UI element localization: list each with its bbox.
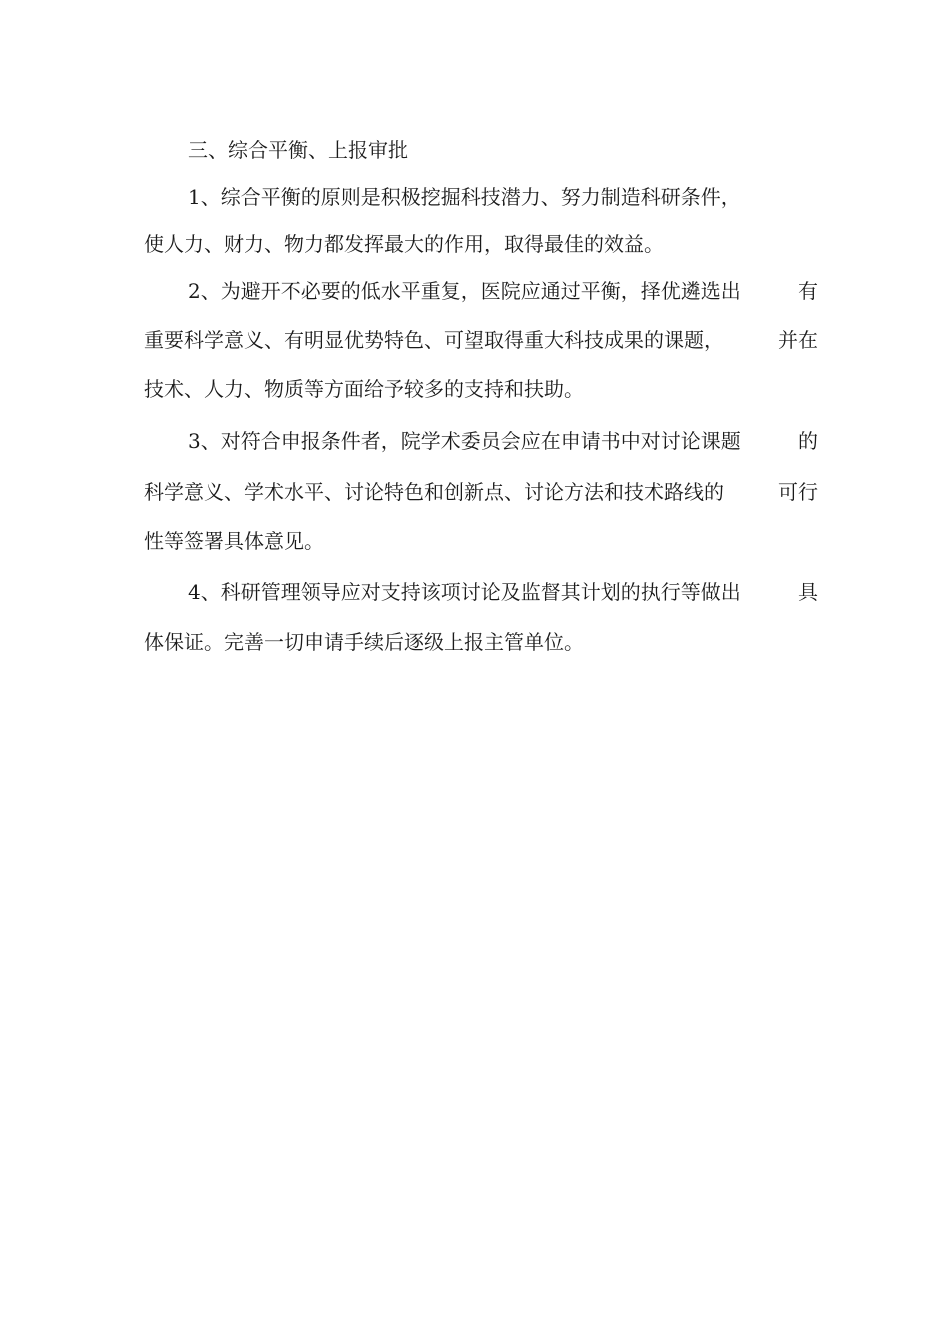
paragraph-2-line-1-end: 有 — [798, 279, 818, 303]
paragraph-3-line-2 — [144, 476, 818, 505]
section-heading: 三、综合平衡、上报审批 — [188, 138, 408, 162]
paragraph-2-line-1 — [188, 275, 818, 304]
paragraph-4-line-2: 体保证。完善一切申请手续后逐级上报主管单位。 — [144, 630, 584, 654]
paragraph-3-line-1 — [188, 425, 818, 454]
paragraph-2-line-2 — [144, 324, 818, 353]
paragraph-4-line-1-end: 具 — [798, 580, 818, 604]
paragraph-2-line-2-end: 并在 — [778, 328, 818, 352]
paragraph-1-line-1: 1、综合平衡的原则是积极挖掘科技潜力、努力制造科研条件， — [188, 185, 741, 209]
paragraph-3-line-1-end: 的 — [798, 429, 818, 453]
paragraph-4-line-1 — [188, 576, 818, 605]
paragraph-1-line-2: 使人力、财力、物力都发挥最大的作用，取得最佳的效益。 — [144, 232, 664, 256]
paragraph-3-line-2-end: 可行 — [778, 480, 818, 504]
paragraph-4-line-1-text: 4、科研管理领导应对支持该项讨论及监督其计划的执行等做出 — [188, 580, 741, 604]
paragraph-2-line-3: 技术、人力、物质等方面给予较多的支持和扶助。 — [144, 377, 584, 401]
paragraph-2-line-2-text: 重要科学意义、有明显优势特色、可望取得重大科技成果的课题， — [144, 328, 724, 352]
paragraph-3-line-1-text: 3、对符合申报条件者，院学术委员会应在申请书中对讨论课题 — [188, 429, 741, 453]
paragraph-3-line-3: 性等签署具体意见。 — [144, 529, 324, 553]
paragraph-3-line-2-text: 科学意义、学术水平、讨论特色和创新点、讨论方法和技术路线的 — [144, 480, 724, 504]
paragraph-2-line-1-text: 2、为避开不必要的低水平重复，医院应通过平衡，择优遴选出 — [188, 279, 741, 303]
